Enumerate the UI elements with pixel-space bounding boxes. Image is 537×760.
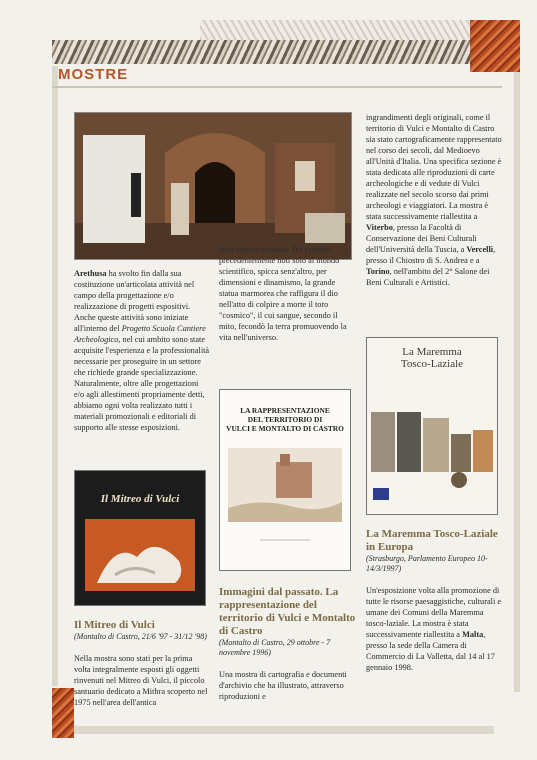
exhibition-title: La Maremma Tosco-Laziale in Europa (366, 528, 498, 553)
decorative-frame-right (514, 72, 520, 692)
vulci-catalog-cover (219, 389, 351, 571)
mitreo-catalog-cover (74, 470, 206, 606)
text-span: , nell'ambito del 2° Salone dei Beni Culturali e Artistici. (366, 267, 490, 287)
exhibition-title: Immagini dal passato. La rappresentazione del territorio di Vulci e Montalto di Castro (219, 586, 356, 637)
exhibition-item-maremma (366, 528, 504, 681)
exhibition-subtitle: (Montalto di Castro, 21/6 '97 - 31/12 '98) (74, 632, 207, 641)
exhibition-description (366, 585, 504, 673)
cover-title-line: DEL TERRITORIO DI (247, 415, 323, 424)
intro-paragraph-1 (74, 268, 210, 433)
cover-title-line: La Maremma (402, 346, 462, 358)
text-span: , nel cui ambito sono state acquisite l'esperienza e la professionalità necessarie per proseguire in un settore che richiede grande specializzazione. Naturalmente, oltre alle progettazioni e/o agli allestimenti propriamente detti, abbiamo ogni volta realizzato tutti i materiali promozionali e editoriali di supporto alle stesse esposizioni. (74, 335, 210, 432)
exhibition-subtitle: (Strasburgo, Parlamento Europeo 10-14/3/1997) (366, 554, 488, 573)
intro-paragraph-2: città etrusco-romana. Tra i reperti, precedentemente noti solo al mondo scientifico, spicca senz'altro, per dimensioni e dinamismo, la grande statua marmorea che raffigura il dio nell'atto di colpire a morte il toro "cosmico", il cui sangue, secondo il mito, fecondò la terra promuovendo la vita nell'universo. (219, 245, 347, 342)
text-italic: Progetto Scuola Cantiere Archeologico (74, 324, 206, 344)
cover-title: Il Mitreo di Vulci (100, 493, 180, 505)
section-title: MOSTRE (58, 66, 129, 83)
decorative-frame-bottom (74, 726, 494, 734)
text-span: , presso il Chiostro di S. Andrea e a (366, 245, 496, 265)
text-span: ha svolto fin dalla sua costituzione un'articolata attività nel campo della progettazione e/o realizzazione di progetti espositivi. Anche queste attività sono iniziate all'interno del (74, 269, 195, 333)
exhibition-hall-photo (74, 112, 352, 260)
intro-column-3 (366, 112, 504, 288)
text-bold: Viterbo (366, 223, 393, 232)
text-bold: Torino (366, 267, 390, 276)
cover-title-line: LA RAPPRESENTAZIONE (240, 406, 330, 415)
intro-column-1 (74, 268, 210, 433)
text-span: , presso la sede della Camera di Commercio di La Valletta, dal 14 al 17 gennaio 1998. (366, 630, 495, 672)
decorative-texture-top (200, 20, 470, 40)
exhibition-description: Nella mostra sono stati per la prima volta integralmente esposti gli oggetti rinvenuti nel Mitreo di Vulci, il piccolo santuario dedicato a Mithra scoperto nel 1975 nell'area dell'antica (74, 654, 208, 707)
exhibition-subtitle: (Montalto di Castro, 29 ottobre - 7 novembre 1996) (219, 638, 331, 657)
intro-column-2 (219, 244, 353, 343)
text-bold: Malta (462, 630, 484, 639)
decorative-frame-left (52, 66, 58, 686)
cover-title-line: VULCI E MONTALTO DI CASTRO (226, 424, 344, 433)
decorative-corner-bottom-left (52, 688, 74, 738)
text-bold: Vercelli (466, 245, 494, 254)
cover-title-line: Tosco-Laziale (400, 358, 464, 370)
text-bold: Arethusa (74, 269, 107, 278)
exhibition-item-vulci (219, 586, 359, 710)
text-span: ingrandimenti degli originali, come il territorio di Vulci e Montalto di Castro sia stato cartograficamente rappresentato nel corso dei secoli, dal Medioevo all'Unità d'Italia. Una specifica sezione è stata dedicata alle riproduzioni di carte archeologiche e di vedute di Vulci realizzate nel secolo scorso dai primi archeologi e viaggiatori. La mostra è stata successivamente riallestita a (366, 113, 502, 221)
intro-paragraph-3 (366, 112, 504, 288)
exhibition-item-mitreo (74, 619, 210, 716)
exhibition-description: Una mostra di cartografia e documenti d'archivio che ha illustrato, attraverso riproduzioni e (219, 670, 347, 701)
maremma-catalog-cover (366, 337, 498, 515)
decorative-header-band (52, 40, 470, 64)
text-span: Un'esposizione volta alla promozione di tutte le risorse paesaggistiche, culturali e umane dei Comuni della Maremma tosco-laziale. La mostra è stata successivamente riallestita a (366, 586, 502, 639)
exhibition-title: Il Mitreo di Vulci (74, 619, 155, 631)
text-span: , presso la Facoltà di Conservazione dei Beni Culturali dell'Università della Tuscia, a (366, 223, 477, 254)
